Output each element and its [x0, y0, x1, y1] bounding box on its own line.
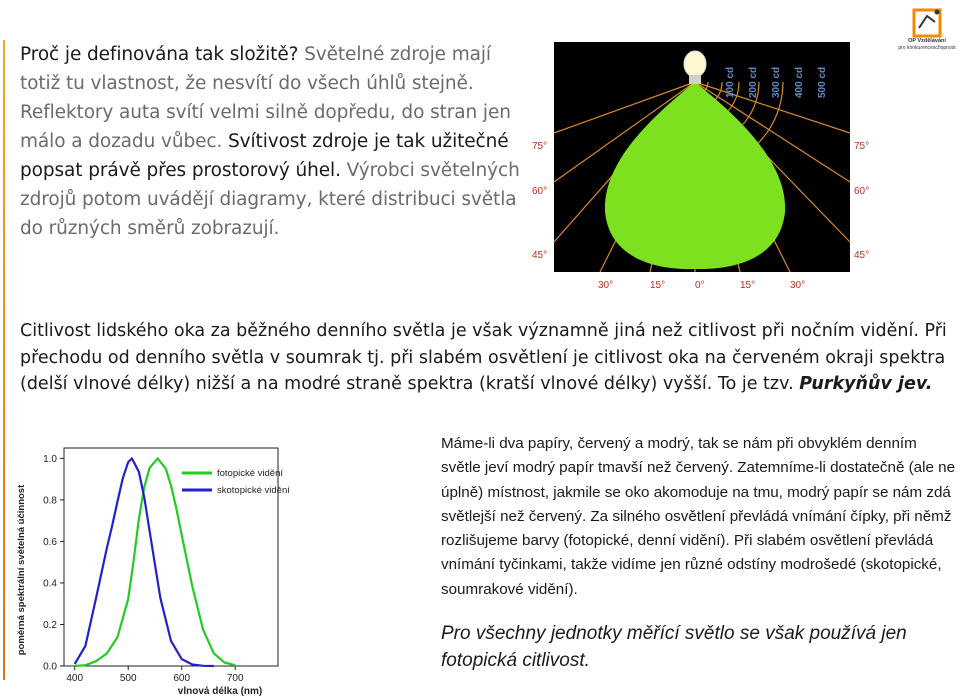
angle-label-left: 45° — [532, 250, 548, 261]
angle-label-right: 60° — [854, 186, 870, 197]
angle-label-bottom: 0° — [695, 280, 705, 291]
intensity-label: 500 cd — [817, 66, 828, 98]
intensity-label: 100 cd — [725, 66, 736, 98]
y-tick-label: 0.8 — [43, 495, 57, 507]
angle-label-bottom: 30° — [598, 280, 614, 291]
legend-label-scotopic: skotopické vidění — [217, 485, 290, 496]
intro-text-1: Světelné zdroje mají totiž tu vlastnost, že nesvítí do všech úhlů stejně. Reflektory auta svítí velmi silně dopředu, do stran jen málo a dozadu vůbec. — [20, 44, 511, 152]
accent-line — [3, 40, 5, 680]
intro-question: Proč je definována tak složitě? — [20, 44, 305, 65]
intensity-label: 400 cd — [794, 66, 805, 98]
spectral-sensitivity-chart — [12, 440, 290, 700]
logo — [897, 4, 957, 52]
angle-label-right: 45° — [854, 250, 870, 261]
angle-label-bottom: 15° — [650, 280, 666, 291]
light-distribution-diagram — [532, 42, 870, 294]
intensity-label: 200 cd — [748, 66, 759, 98]
angle-label-left: 60° — [532, 186, 548, 197]
purkinje-term: Purkyňův jev. — [799, 374, 933, 394]
x-tick-label: 500 — [119, 673, 137, 684]
angle-label-left: 75° — [532, 141, 548, 152]
photopic-conclusion: Pro všechny jednotky měřící světlo se však používá jen fotopická citlivost. — [441, 623, 907, 671]
angle-label-right: 75° — [854, 141, 870, 152]
y-tick-label: 0.2 — [43, 619, 57, 631]
intro-text-2: Svítivost zdroje je tak užitečné popsat právě přes prostorový úhel. — [20, 131, 509, 181]
chart-ylabel: poměrná spektrální světelná účinnost — [16, 484, 27, 656]
chart-xlabel: vlnová délka (nm) — [177, 686, 263, 697]
logo-mark — [897, 4, 957, 38]
y-tick-label: 0.0 — [43, 661, 57, 673]
paper-experiment-paragraph: Máme-li dva papíry, červený a modrý, tak se nám při obvyklém denním světle jeví modrý papír tmavší než červený. Zatemníme-li dostatečně (ale ne úplně) místnost, jakmile se oko akomoduje na tmu, modrý papír se nám zdá světlejší než červený. Za silného osvětlení převládá vnímání čípky, při němž rozlišujeme barvy (fotopické, denní vidění). Při slabém osvětlení převládá vnímání tyčinkami, takže vidíme jen různé odstíny modrošedé (skotopické, soumrakové vidění). — [441, 435, 956, 598]
x-tick-label: 400 — [66, 673, 84, 684]
logo-subtext: pro konkurenceschopnost — [898, 45, 956, 51]
y-tick-label: 1.0 — [43, 453, 57, 465]
logo-text: OP Vzdělávání — [908, 38, 946, 44]
angle-label-bottom: 30° — [790, 280, 806, 291]
x-tick-label: 700 — [226, 673, 244, 684]
legend-label-photopic: fotopické vidění — [217, 468, 284, 479]
intro-text-3: Výrobci světelných zdrojů potom uvádějí diagramy, které distribuci světla do různých směrů zobrazují. — [20, 160, 520, 239]
intro-paragraph — [20, 40, 520, 243]
intensity-label: 300 cd — [771, 66, 782, 98]
purkinje-paragraph — [20, 318, 950, 398]
y-tick-label: 0.6 — [43, 536, 57, 548]
y-tick-label: 0.4 — [43, 578, 57, 590]
purkinje-text: Citlivost lidského oka za běžného denního světla je však významně jiná než citlivost při nočním vidění. Při přechodu od denního světla v soumrak tj. při slabém osvětlení je citlivost oka na červeném okraji spektra (delší vlnové délky) nižší a na modré straně spektra (kratší vlnové délky) vyšší. To je tzv. — [20, 321, 947, 394]
angle-label-bottom: 15° — [740, 280, 756, 291]
x-tick-label: 600 — [173, 673, 191, 684]
